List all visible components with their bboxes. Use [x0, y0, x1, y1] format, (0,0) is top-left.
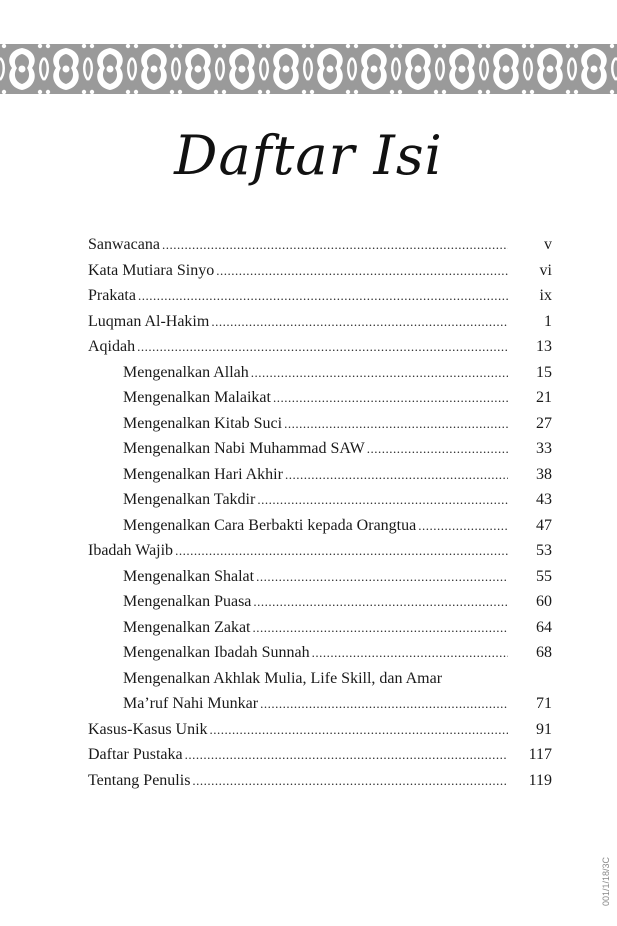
toc-entry-label: Daftar Pustaka [88, 746, 183, 763]
toc-entry [88, 640, 552, 666]
toc-entry-label: Mengenalkan Cara Berbakti kepada Orangtua [123, 516, 417, 534]
toc-entry-page: 55 [536, 567, 552, 585]
toc-entry-label: Aqidah [88, 338, 136, 355]
toc-entry [88, 436, 552, 462]
dot-leader [192, 768, 508, 794]
toc-entry-page: v [544, 236, 552, 253]
dot-leader [284, 411, 508, 437]
toc-entry-page: 71 [536, 695, 552, 712]
dot-leader [211, 309, 508, 335]
toc-entry-label: Ibadah Wajib [88, 542, 174, 559]
dot-leader [257, 487, 508, 513]
toc-entry-page: 64 [536, 618, 552, 636]
toc-entry-page: 15 [536, 363, 552, 381]
toc-entry-page: 13 [536, 338, 552, 355]
toc-entry [88, 487, 552, 513]
toc-entry-page: 119 [528, 771, 552, 789]
toc-entry-page: 38 [536, 465, 552, 483]
toc-entry [88, 589, 552, 615]
toc-entry [88, 717, 552, 743]
dot-leader [162, 232, 508, 258]
toc-entry-page: ix [539, 287, 552, 304]
toc-entry-label: Mengenalkan Hari Akhir [123, 465, 283, 483]
toc-entry-label: Ma’ruf Nahi Munkar [123, 695, 259, 712]
dot-leader [285, 462, 508, 488]
toc-entry [88, 385, 552, 411]
dot-leader [253, 615, 509, 641]
toc-entry-label: Mengenalkan Shalat [123, 567, 255, 585]
dot-leader [137, 334, 508, 360]
toc-entry-label: Mengenalkan Kitab Suci [123, 414, 283, 432]
toc-entry [88, 564, 552, 590]
toc-entry [88, 513, 552, 539]
toc-entry [88, 360, 552, 386]
toc-entry-label: Mengenalkan Puasa [123, 593, 252, 610]
dot-leader [273, 385, 508, 411]
toc-entry-label: Mengenalkan Zakat [123, 618, 251, 636]
toc-entry [88, 258, 552, 284]
dot-leader [253, 589, 508, 615]
dot-leader [210, 717, 508, 743]
dot-leader [418, 513, 508, 539]
toc-entry-label: Tentang Penulis [88, 771, 191, 789]
toc-entry [88, 691, 552, 717]
dot-leader [367, 436, 508, 462]
dot-leader [185, 742, 508, 768]
toc-entry-page: 27 [536, 414, 552, 432]
dot-leader [251, 360, 508, 386]
toc-entry-label: Kasus-Kasus Unik [88, 720, 208, 738]
dot-leader [312, 640, 508, 666]
toc-entry-page: 53 [536, 542, 552, 559]
toc-entry [88, 462, 552, 488]
toc-entry-label: Sanwacana [88, 236, 160, 253]
dot-leader [175, 538, 508, 564]
toc-entry-page: 60 [536, 593, 552, 610]
toc-entry-label: Mengenalkan Allah [123, 363, 249, 381]
toc-entry-page: 68 [536, 644, 552, 661]
toc-entry-page: 43 [536, 491, 552, 508]
toc-entry [88, 232, 552, 258]
toc-entry-page: 1 [544, 312, 552, 330]
toc-entry [88, 538, 552, 564]
toc-entry-page: 33 [536, 440, 552, 457]
toc-entry [88, 615, 552, 641]
toc-entry-label: Mengenalkan Takdir [123, 491, 256, 508]
toc-entry-label: Mengenalkan Akhlak Mulia, Life Skill, dan Amar [123, 669, 443, 687]
toc-entry-page: vi [539, 261, 552, 279]
toc-entry-page: 117 [528, 746, 552, 763]
toc-entry-label: Luqman Al-Hakim [88, 312, 210, 330]
toc-entry [88, 411, 552, 437]
toc-entry [88, 742, 552, 768]
table-of-contents [88, 232, 552, 793]
dot-leader [260, 691, 508, 717]
toc-entry-label: Mengenalkan Malaikat [123, 389, 271, 406]
toc-entry-label: Kata Mutiara Sinyo [88, 261, 215, 279]
toc-entry-label: Mengenalkan Nabi Muhammad SAW [123, 440, 365, 457]
toc-entry-label: Mengenalkan Ibadah Sunnah [123, 644, 310, 661]
toc-entry [88, 309, 552, 335]
toc-entry-page: 91 [536, 720, 552, 738]
toc-entry [88, 768, 552, 794]
toc-entry-page: 47 [536, 516, 552, 534]
dot-leader [138, 283, 508, 309]
ornamental-border-icon [0, 40, 617, 98]
dot-leader [256, 564, 508, 590]
toc-entry-page: 21 [536, 389, 552, 406]
toc-entry-label: Prakata [88, 287, 136, 304]
dot-leader [216, 258, 508, 284]
toc-entry [88, 283, 552, 309]
toc-entry [88, 334, 552, 360]
print-code: 001/1/18/3C [601, 856, 611, 906]
page-title: Daftar Isi [174, 124, 443, 187]
